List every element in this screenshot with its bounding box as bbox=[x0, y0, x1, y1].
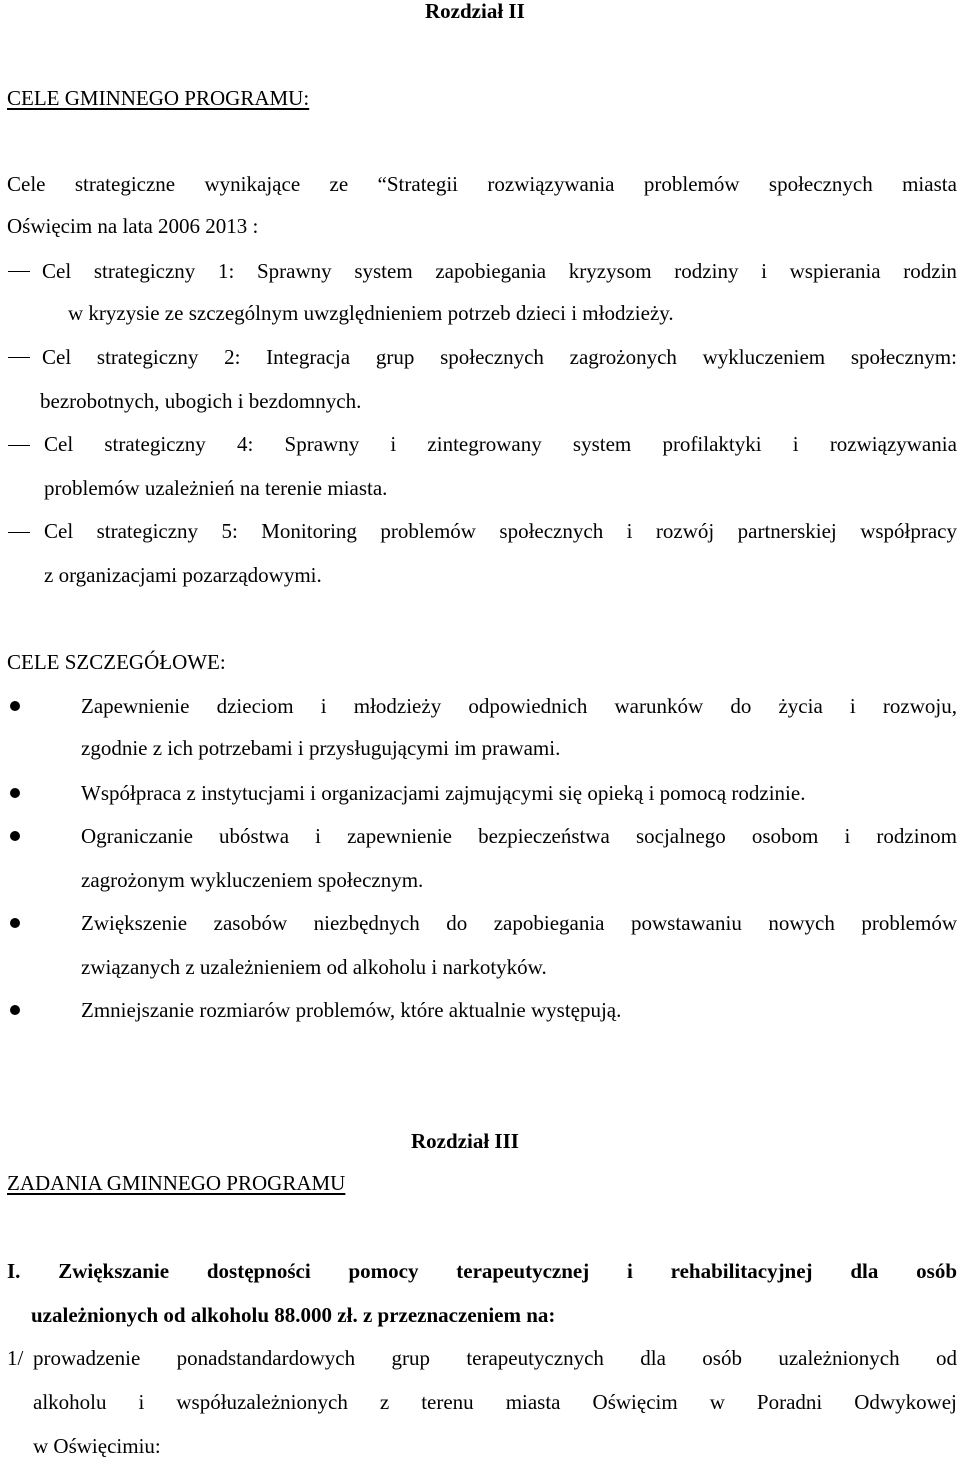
goal-text-line: Cel strategiczny 1: Sprawny system zapobiegania kryzysom rodziny i wspierania rodzin bbox=[42, 259, 957, 283]
task-heading-line: uzależnionych od alkoholu 88.000 zł. z przeznaczeniem na: bbox=[31, 1303, 556, 1327]
goal-text-line: Cel strategiczny 2: Integracja grup społecznych zagrożonych wykluczeniem społecznym: bbox=[42, 345, 957, 369]
bullet-dot bbox=[10, 831, 20, 841]
goal-text-line: Zwiększenie zasobów niezbędnych do zapobiegania powstawaniu nowych problemów bbox=[81, 911, 957, 935]
goal-text-line: Cel strategiczny 5: Monitoring problemów społecznych i rozwój partnerskiej współpracy bbox=[44, 519, 957, 543]
chapter-title: Rozdział II bbox=[425, 0, 525, 23]
bullet-dot bbox=[10, 701, 20, 711]
dash-bullet bbox=[8, 445, 30, 446]
goal-text-line: w kryzysie ze szczególnym uwzględnieniem potrzeb dzieci i młodzieży. bbox=[68, 301, 674, 325]
dash-bullet bbox=[8, 271, 30, 272]
goal-text-line: zgodnie z ich potrzebami i przysługującymi im prawami. bbox=[81, 736, 561, 760]
dash-bullet bbox=[8, 357, 30, 358]
goal-text-line: Współpraca z instytucjami i organizacjami zajmującymi się opieką i pomocą rodzinie. bbox=[81, 781, 806, 805]
goal-text-line: problemów uzależnień na terenie miasta. bbox=[44, 476, 388, 500]
item-text-line: prowadzenie ponadstandardowych grup terapeutycznych dla osób uzależnionych od bbox=[33, 1346, 957, 1370]
goal-text-line: z organizacjami pozarządowymi. bbox=[44, 563, 322, 587]
item-number: 1/ bbox=[7, 1346, 24, 1370]
section-heading: ZADANIA GMINNEGO PROGRAMU bbox=[7, 1171, 346, 1195]
bullet-dot bbox=[10, 788, 20, 798]
detailed-goals-heading: CELE SZCZEGÓŁOWE: bbox=[7, 650, 226, 674]
bullet-dot bbox=[10, 1005, 20, 1015]
task-heading-line: I. Zwiększanie dostępności pomocy terapeutycznej i rehabilitacyjnej dla osób bbox=[7, 1259, 957, 1283]
intro-paragraph-line: Cele strategiczne wynikające ze “Strategii rozwiązywania problemów społecznych miasta bbox=[7, 172, 957, 196]
section-heading: CELE GMINNEGO PROGRAMU: bbox=[7, 86, 310, 110]
goal-text-line: zagrożonym wykluczeniem społecznym. bbox=[81, 868, 424, 892]
goal-text-line: Zapewnienie dzieciom i młodzieży odpowiednich warunków do życia i rozwoju, bbox=[81, 694, 957, 718]
bullet-dot bbox=[10, 918, 20, 928]
goal-text-line: Cel strategiczny 4: Sprawny i zintegrowany system profilaktyki i rozwiązywania bbox=[44, 432, 957, 456]
goal-text-line: bezrobotnych, ubogich i bezdomnych. bbox=[40, 389, 362, 413]
chapter-title: Rozdział III bbox=[411, 1129, 519, 1153]
item-text-line: w Oświęcimiu: bbox=[33, 1434, 161, 1458]
intro-paragraph-line: Oświęcim na lata 2006 2013 : bbox=[7, 214, 259, 238]
goal-text-line: Ograniczanie ubóstwa i zapewnienie bezpieczeństwa socjalnego osobom i rodzinom bbox=[81, 824, 957, 848]
goal-text-line: Zmniejszanie rozmiarów problemów, które aktualnie występują. bbox=[81, 998, 622, 1022]
item-text-line: alkoholu i współuzależnionych z terenu miasta Oświęcim w Poradni Odwykowej bbox=[33, 1390, 957, 1414]
dash-bullet bbox=[8, 532, 30, 533]
goal-text-line: związanych z uzależnieniem od alkoholu i narkotyków. bbox=[81, 955, 547, 979]
